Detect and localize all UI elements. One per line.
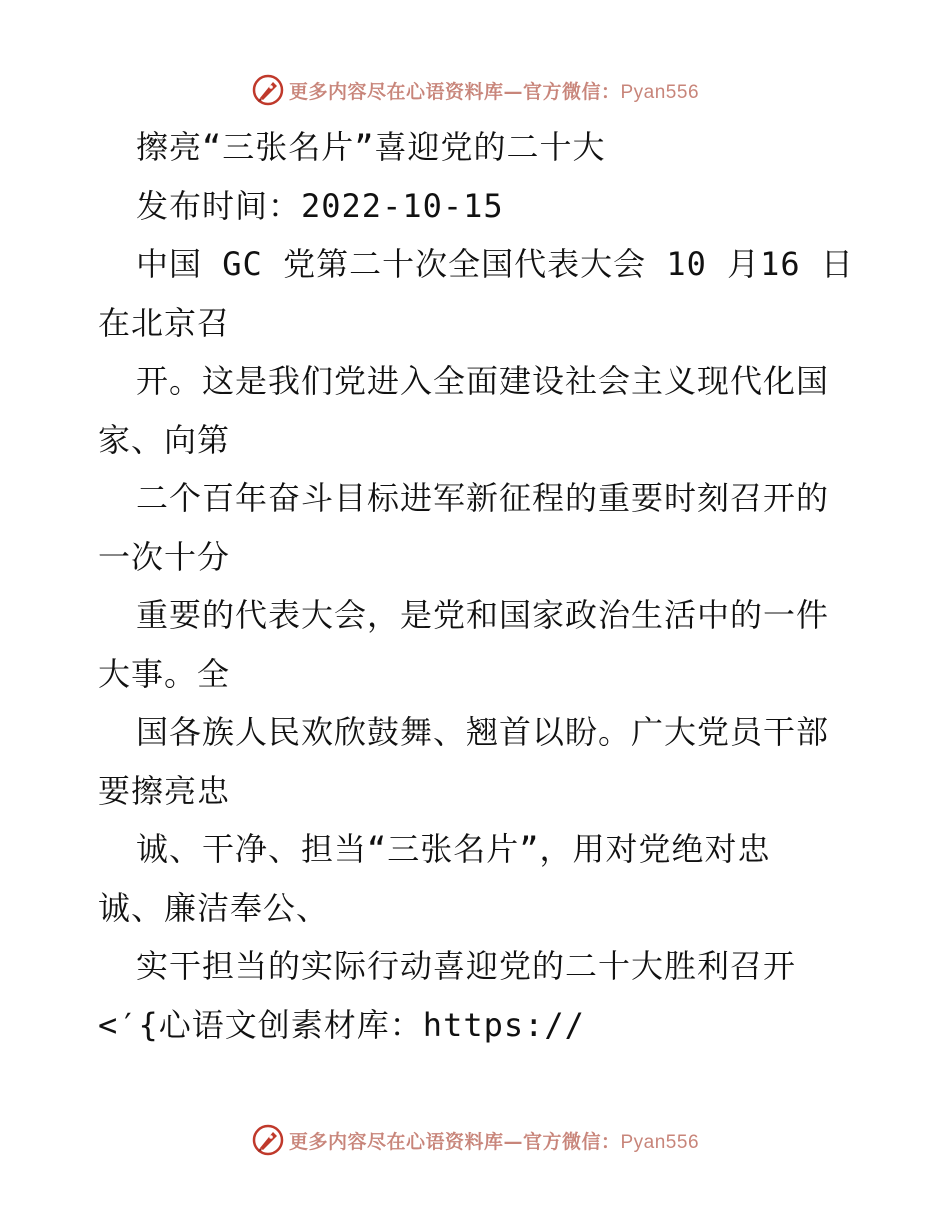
paragraph-line: 实干担当的实际行动喜迎党的二十大胜利召开 xyxy=(136,947,797,985)
wechat-id: Pyan556 xyxy=(620,1131,700,1153)
source-link-line: <′{心语文创素材库：https:// xyxy=(98,1005,585,1044)
paragraph-line: 家、向第 xyxy=(98,420,231,459)
paragraph-line: 一次十分 xyxy=(98,537,231,576)
document-title: 擦亮“三张名片”喜迎党的二十大 xyxy=(136,128,606,166)
paragraph-line: 重要的代表大会，是党和国家政治生活中的一件 xyxy=(136,596,830,634)
publish-date: 发布时间：2022-10-15 xyxy=(136,186,504,225)
wechat-id: Pyan556 xyxy=(620,81,700,103)
footer-banner xyxy=(0,1120,950,1160)
banner-label: 更多内容尽在心语资料库—官方微信： xyxy=(288,80,621,103)
banner-text xyxy=(289,77,699,104)
paragraph-line: 要擦亮忠 xyxy=(98,771,231,810)
banner-text xyxy=(289,1127,699,1154)
paragraph-line: 诚、干净、担当“三张名片”，用对党绝对忠 xyxy=(136,830,771,868)
paragraph-line: 诚、廉洁奉公、 xyxy=(98,888,330,927)
paragraph-line: 国各族人民欢欣鼓舞、翘首以盼。广大党员干部 xyxy=(136,713,830,751)
paragraph-line: 在北京召 xyxy=(98,303,231,342)
document-body xyxy=(98,118,858,1054)
pen-nib-icon xyxy=(251,1123,285,1157)
paragraph-line: 大事。全 xyxy=(98,654,231,693)
header-banner xyxy=(0,70,950,110)
paragraph-line: 中国 GC 党第二十次全国代表大会 10 月16 日 xyxy=(136,245,854,283)
paragraph-line: 开。这是我们党进入全面建设社会主义现代化国 xyxy=(136,362,830,400)
paragraph-line: 二个百年奋斗目标进军新征程的重要时刻召开的 xyxy=(136,479,830,517)
pen-nib-icon xyxy=(251,73,285,107)
banner-label: 更多内容尽在心语资料库—官方微信： xyxy=(288,1130,621,1153)
